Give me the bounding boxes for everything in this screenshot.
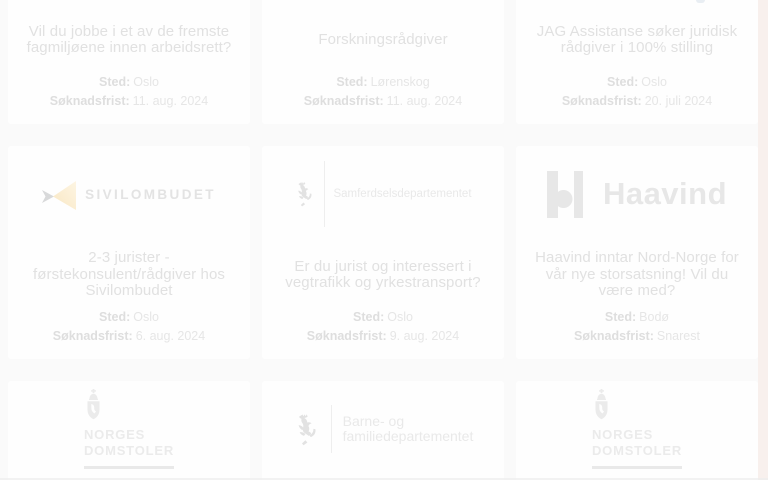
job-card[interactable] xyxy=(516,381,758,480)
employer-logo xyxy=(8,0,250,7)
employer-logo xyxy=(516,146,758,242)
norges-domstoler-wordmark xyxy=(84,427,174,458)
job-location xyxy=(516,73,758,92)
logo-line: Barne- og xyxy=(342,412,405,429)
barne-og-familiedepartementet-logo xyxy=(293,405,474,453)
job-title[interactable]: Haavind inntar Nord-Norge for vår nye storsatsning! Vil du være med? xyxy=(535,249,739,300)
deadline-label: Søknadsfrist: xyxy=(561,94,642,108)
employer-logo xyxy=(262,146,504,242)
job-location xyxy=(262,308,504,327)
job-deadline xyxy=(262,327,504,346)
job-card[interactable] xyxy=(8,146,250,359)
department-name: Samferdselsdepartementet xyxy=(333,188,472,200)
norwegian-lion-icon xyxy=(293,413,319,446)
norges-domstoler-logo xyxy=(592,389,682,469)
job-meta xyxy=(8,308,250,359)
job-card[interactable] xyxy=(262,381,504,480)
norges-domstoler-logo xyxy=(84,389,174,469)
location-label: Sted: xyxy=(99,310,131,324)
job-meta xyxy=(262,308,504,359)
logo-line: familiedepartementet xyxy=(342,428,474,444)
employer-logo xyxy=(262,0,504,7)
employer-logo xyxy=(8,146,250,242)
deadline-value: 11. aug. 2024 xyxy=(386,94,463,108)
right-edge-strip xyxy=(758,0,768,480)
logo-line: DOMSTOLER xyxy=(83,442,175,458)
logo-line: NORGES xyxy=(591,427,654,442)
location-label: Sted: xyxy=(604,310,637,324)
job-card[interactable] xyxy=(8,381,250,480)
norwegian-lion-icon xyxy=(294,181,314,207)
job-deadline xyxy=(516,327,758,346)
samferdselsdepartementet-logo xyxy=(294,161,471,227)
job-card[interactable] xyxy=(516,0,758,124)
deadline-label: Søknadsfrist: xyxy=(574,329,654,343)
logo-divider xyxy=(324,161,325,227)
deadline-value: 9. aug. 2024 xyxy=(389,329,460,343)
deadline-value: 6. aug. 2024 xyxy=(135,329,206,343)
job-deadline xyxy=(8,92,250,111)
shield-crest-icon xyxy=(85,389,102,420)
job-card[interactable] xyxy=(516,146,758,359)
employer-logo xyxy=(8,381,250,477)
job-card[interactable] xyxy=(262,0,504,124)
location-value: Oslo xyxy=(387,310,413,324)
job-title[interactable]: JAG Assistanse søker juridisk rådgiver i 100% stilling xyxy=(536,22,738,56)
norges-domstoler-wordmark xyxy=(592,427,682,458)
job-meta xyxy=(8,73,250,124)
department-name xyxy=(343,414,474,445)
job-meta xyxy=(262,73,504,124)
location-value: Bodø xyxy=(639,310,670,324)
haavind-logo xyxy=(547,171,727,218)
job-location xyxy=(8,308,250,327)
employer-logo xyxy=(516,0,758,7)
job-title[interactable]: Vil du jobbe i et av de fremste fagmiljøene innen arbeidsrett? xyxy=(26,22,232,56)
location-value: Oslo xyxy=(133,75,159,89)
location-label: Sted: xyxy=(99,75,131,89)
shield-crest-icon xyxy=(593,389,610,420)
job-card[interactable] xyxy=(8,0,250,124)
employer-logo xyxy=(262,381,504,477)
deadline-label: Søknadsfrist: xyxy=(303,94,384,108)
job-location xyxy=(8,73,250,92)
job-meta xyxy=(516,308,758,359)
job-title[interactable]: Er du jurist og interessert i vegtrafikk og yrkestransport? xyxy=(285,257,481,291)
job-title[interactable]: 2-3 jurister - førstekonsulent/rådgiver hos Sivilombudet xyxy=(32,249,226,300)
logo-underline xyxy=(84,466,174,469)
location-label: Sted: xyxy=(336,75,368,89)
location-label: Sted: xyxy=(607,75,639,89)
location-label: Sted: xyxy=(353,310,385,324)
job-deadline xyxy=(8,327,250,346)
job-card-grid xyxy=(8,0,758,480)
logo-underline xyxy=(592,466,682,469)
logo-line: DOMSTOLER xyxy=(591,442,683,458)
location-value: Oslo xyxy=(133,310,159,324)
job-location xyxy=(262,73,504,92)
deadline-label: Søknadsfrist: xyxy=(52,329,133,343)
logo-divider xyxy=(331,405,332,453)
haavind-wordmark: Haavind xyxy=(602,176,728,211)
job-deadline xyxy=(516,92,758,111)
job-title[interactable]: Forskningsrådgiver xyxy=(318,30,448,48)
deadline-value: 11. aug. 2024 xyxy=(132,94,209,108)
job-location xyxy=(516,308,758,327)
deadline-value: 20. juli 2024 xyxy=(644,94,713,108)
logo-line: NORGES xyxy=(83,427,146,442)
sivilombudet-logo xyxy=(42,178,216,210)
location-value: Oslo xyxy=(641,75,667,89)
job-deadline xyxy=(262,92,504,111)
location-value: Lørenskog xyxy=(370,75,430,89)
employer-logo xyxy=(516,381,758,477)
deadline-label: Søknadsfrist: xyxy=(49,94,130,108)
deadline-label: Søknadsfrist: xyxy=(306,329,387,343)
haavind-mark-icon xyxy=(547,171,583,218)
sivilombudet-mark-icon xyxy=(42,178,76,210)
job-card[interactable] xyxy=(262,146,504,359)
job-meta xyxy=(516,73,758,124)
sivilombudet-wordmark: SIVILOMBUDET xyxy=(85,186,216,202)
deadline-value: Snarest xyxy=(656,329,700,343)
